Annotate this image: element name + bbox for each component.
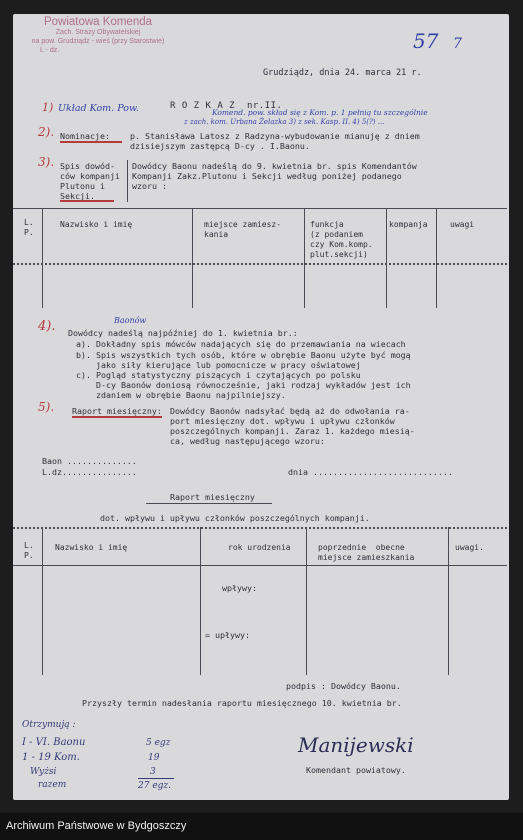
speakers-item-a: a). Dokładny spis mówców nadających się do przemawiania na wiecach (76, 339, 406, 349)
report-title-underline (146, 503, 272, 504)
table2-inflows-label: wpływy: (222, 583, 257, 593)
reference-number: 57 (413, 29, 439, 53)
distribution-battalions: I - VI. Baonu (22, 737, 86, 748)
table2-header-residence: poprzednie obecne miejsce zamieszkania (318, 543, 415, 562)
distribution-total-label: razem (38, 780, 67, 790)
commanders-list-label-1: Spis dowód- (60, 161, 115, 171)
speakers-item-c3: zdaniem w obrębie Baonu najpilniejszy. (76, 390, 286, 400)
next-deadline: Przyszły termin nadesłania raportu miesięcznego 10. kwietnia br. (82, 698, 402, 708)
monthly-report-text-2: port miesięczny dot. wpływu i upływu członków (170, 416, 395, 426)
stamp-line-3: na pow. Grudziądz - wieś (przy Starostwie) (31, 38, 165, 45)
distribution-companies: 1 - 19 Kom. (22, 752, 80, 763)
nominations-line-1: p. Stanisława Latosz z Radzyna-wybudowanie mianuję z dniem (130, 131, 420, 141)
speakers-item-c2: D-cy Baonów doniosą równocześnie, jaki rodzaj wykładów jest ich (76, 380, 411, 390)
commanders-list-label-4: Sekcji. (60, 191, 95, 201)
stamp-line-4: L - dz. (40, 47, 60, 54)
report-title: Raport miesięczny (170, 492, 255, 502)
stamp-line-1: Powiatowa Komenda (43, 16, 153, 28)
form-date: dnia ............................ (288, 467, 453, 477)
table1-header-company: kompanja (389, 220, 428, 229)
handwritten-note-line-1: Komend. pow. skład się z Kom. p. 1 pełnią tu szczególnie (212, 108, 428, 117)
table2-header-lp: L. P. (24, 541, 34, 560)
commanders-label-rule (127, 160, 128, 202)
distribution-total-count: 27 egz. (138, 781, 172, 791)
monthly-report-underline (72, 416, 162, 418)
distribution-heading: Otrzymują : (22, 720, 76, 730)
monthly-report-text-2b: poszczególnych kompanji. Zaraz 1. każdego miesią- (170, 426, 415, 436)
office-stamp (22, 16, 174, 55)
nominations-label: Nominacje: (60, 131, 110, 141)
commanders-list-label-2: ców kompanji (60, 171, 120, 181)
signature-field-label: podpis : Dowódcy Baonu. (286, 681, 401, 691)
commanders-text-1: Dowódcy Baonu nadeślą do 9. kwietnia br. spis Komendantów (132, 161, 417, 171)
place-date: Grudziądz, dnia 24. marca 21 r. (263, 68, 422, 78)
speakers-item-b1: b). Spis wszystkich tych osób, które w obrębie Baonu użyte być mogą (76, 350, 411, 360)
distribution-higher: Wyżsi (30, 767, 57, 777)
handwritten-note-line-2: z zach. kom. Urbana Żelazka 3) z sek. Kasp. II. 4) 5(?) ... (184, 118, 385, 126)
reference-suffix: 7 (453, 36, 462, 52)
speakers-item-b2: jako siły kierujące lub pomocnicze w pracy oświatowej (76, 360, 361, 370)
table1-header-lp: L. P. (24, 218, 34, 237)
speakers-item-c1: c). Pogląd statystyczny piszących i czytających po polsku (76, 370, 361, 380)
table2-outflows-label: = upływy: (205, 630, 250, 640)
marker-4: 4). (38, 319, 56, 334)
marker-5: 5). (38, 400, 55, 414)
handwritten-signature: Manijewski (298, 733, 414, 757)
nominations-line-2: dzisiejszym zastępcą D-cy . I.Baonu. (130, 141, 310, 151)
signer-title: Komendant powiatowy. (306, 765, 406, 775)
monthly-report-text-3: ca, według następującego wzoru: (170, 436, 325, 446)
marker-3: 3). (38, 155, 55, 169)
distribution-higher-count: 3 (150, 767, 156, 777)
stamp-line-2: Zach. Straży Obywatelskiej (55, 29, 141, 36)
monthly-report-label: Raport miesięczny: (72, 406, 162, 416)
marker-1: 1) (42, 101, 54, 114)
table1-header-notes: uwagi (450, 220, 475, 229)
report-subtitle: dot. wpływu i upływu członków poszczególnych kompanji. (100, 513, 370, 523)
order-title: R O Z K A Z nr.II. (170, 101, 283, 111)
table2-header-name: Nazwisko i imię (55, 543, 128, 552)
table1-header-function: funkcja (z podaniem czy Kom.komp. plut.sekcji) (310, 220, 373, 259)
distribution-companies-count: 19 (148, 753, 160, 763)
commanders-underline (60, 200, 114, 202)
commanders-text-2: Kompanji Zakz.Plutonu i Sekcji według poniżej podanego (132, 171, 402, 181)
nominations-underline (60, 141, 122, 143)
table1-header-place: miejsce zamiesz- kania (204, 220, 282, 239)
commanders-list-label-3: Plutonu i (60, 181, 105, 191)
table2-header-notes: uwagi. (455, 543, 484, 552)
speakers-intro: Dowódcy nadeślą najpóźniej do 1. kwietnia br.: (68, 328, 298, 338)
archive-footer: Archiwum Państwowe w Bydgoszczy (0, 813, 523, 840)
table2-header-birth-year: rok urodzenia (228, 543, 291, 552)
distribution-battalions-count: 5 egz (146, 738, 171, 748)
table1-header-name: Nazwisko i imię (60, 220, 133, 229)
marker-2: 2). (38, 125, 55, 139)
form-baon: Baon .............. (42, 456, 137, 466)
handwritten-heading-1: Układ Kom. Pow. (58, 103, 139, 114)
form-ldz: L.dz............... (42, 467, 137, 477)
handwritten-insert-baonow: Baonów (114, 316, 147, 325)
monthly-report-text-1: Dowódcy Baonów nadsyłać będą aż do odwołania ra- (170, 406, 410, 416)
commanders-text-3: wzoru : (132, 181, 167, 191)
